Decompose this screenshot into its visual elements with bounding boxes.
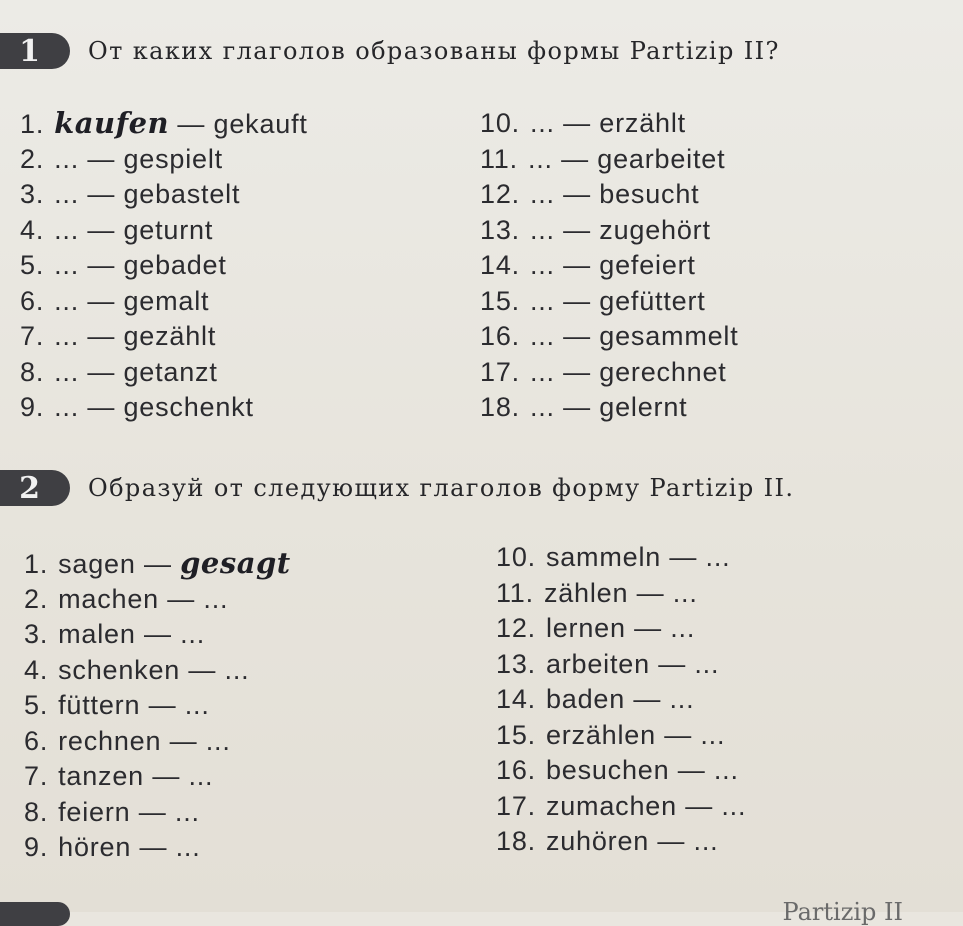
answer-placeholder: ... <box>693 826 719 856</box>
exercise-item <box>20 177 308 213</box>
answer-placeholder: ... <box>529 321 555 351</box>
exercise-item <box>20 284 308 320</box>
item-number: 11. <box>496 577 534 608</box>
exercise-item <box>480 213 739 249</box>
item-number: 16. <box>480 321 520 351</box>
answer-placeholder: ... <box>54 285 80 316</box>
exercise-item <box>496 824 746 860</box>
exercise-item <box>20 142 308 178</box>
footer-fragment-text: Partizip II <box>782 898 903 926</box>
item-number: 12. <box>496 613 536 643</box>
answer-placeholder: ... <box>670 613 696 643</box>
participle-form: gespielt <box>123 143 223 174</box>
dash-separator: — <box>563 356 591 387</box>
answer-placeholder: ... <box>54 214 80 245</box>
infinitive-verb: füttern <box>58 690 141 720</box>
item-number: 2. <box>20 143 45 174</box>
dash-separator: — <box>148 690 177 720</box>
exercise-item <box>24 546 291 582</box>
infinitive-verb: rechnen <box>58 725 162 756</box>
infinitive-verb: malen <box>58 619 136 649</box>
exercise-item <box>24 617 291 653</box>
answer-placeholder: ... <box>694 648 720 679</box>
exercise-item <box>480 106 739 142</box>
infinitive-verb: baden <box>545 684 626 714</box>
handwritten-answer: kaufen <box>54 106 170 140</box>
task-2-number-badge <box>0 470 70 506</box>
dash-separator: — <box>634 613 662 643</box>
dash-separator: — <box>563 285 591 316</box>
participle-form: gefüttert <box>599 285 706 316</box>
item-number: 5. <box>24 690 49 720</box>
exercise-item <box>480 142 739 178</box>
task-1-title: От каких глаголов образованы формы Partizip II? <box>88 37 780 65</box>
dash-separator: — <box>685 790 714 821</box>
answer-placeholder: ... <box>224 654 250 685</box>
item-number: 1. <box>20 109 45 139</box>
answer-placeholder: ... <box>672 577 698 608</box>
dash-separator: — <box>563 108 591 138</box>
infinitive-verb: zählen <box>543 577 629 608</box>
answer-placeholder: ... <box>713 755 739 785</box>
dash-separator: — <box>677 755 706 785</box>
handwritten-answer: gesagt <box>180 546 291 580</box>
item-number: 15. <box>496 719 536 750</box>
infinitive-verb: besuchen <box>545 755 670 785</box>
task-2-right-list <box>496 540 746 860</box>
item-number: 5. <box>20 250 45 280</box>
dash-separator: — <box>633 684 662 714</box>
answer-placeholder: ... <box>527 143 553 174</box>
infinitive-verb: schenken <box>58 654 181 685</box>
exercise-item <box>20 355 308 391</box>
participle-form: erzählt <box>599 108 686 138</box>
exercise-item <box>24 759 291 795</box>
participle-form: besucht <box>599 179 700 209</box>
participle-form: gelernt <box>599 392 688 422</box>
answer-placeholder: ... <box>700 719 726 750</box>
participle-form: gebadet <box>123 250 227 280</box>
exercise-item <box>24 688 291 724</box>
dash-separator: — <box>188 654 217 685</box>
exercise-item <box>480 248 739 284</box>
dash-separator: — <box>563 321 591 351</box>
item-number: 1. <box>24 549 49 579</box>
item-number: 9. <box>24 832 49 862</box>
dash-separator: — <box>657 826 686 856</box>
participle-form: gearbeitet <box>597 143 726 174</box>
answer-placeholder: ... <box>529 285 555 316</box>
participle-form: gebastelt <box>123 179 241 209</box>
infinitive-verb: lernen <box>545 613 626 643</box>
dash-separator: — <box>87 392 116 422</box>
participle-form: gezählt <box>123 321 217 351</box>
dash-separator: — <box>138 796 167 827</box>
next-task-badge-fragment <box>0 902 70 926</box>
task-1-number: 1 <box>19 33 40 69</box>
infinitive-verb: sammeln <box>545 542 662 572</box>
task-1-header <box>0 33 780 69</box>
exercise-item <box>496 718 746 754</box>
item-number: 3. <box>24 619 49 649</box>
dash-separator: — <box>563 179 591 209</box>
item-number: 4. <box>20 214 45 245</box>
item-number: 14. <box>480 250 520 280</box>
dash-separator: — <box>563 214 591 245</box>
answer-placeholder: ... <box>54 356 80 387</box>
task-1-number-badge <box>0 33 70 69</box>
participle-form: gekauft <box>213 109 308 139</box>
item-number: 18. <box>496 826 536 856</box>
item-number: 7. <box>20 321 45 351</box>
answer-placeholder: ... <box>54 321 80 351</box>
participle-form: geturnt <box>123 214 214 245</box>
item-number: 6. <box>20 285 45 316</box>
item-number: 10. <box>496 542 536 572</box>
dash-separator: — <box>561 143 589 174</box>
item-number: 18. <box>480 392 520 422</box>
participle-form: gefeiert <box>599 250 696 280</box>
answer-placeholder: ... <box>705 542 731 572</box>
exercise-item <box>20 390 308 426</box>
item-number: 16. <box>496 755 536 785</box>
exercise-item <box>24 830 291 866</box>
item-number: 13. <box>496 648 536 679</box>
answer-placeholder: ... <box>203 583 229 614</box>
exercise-item <box>24 795 291 831</box>
answer-placeholder: ... <box>175 832 201 862</box>
item-number: 4. <box>24 654 49 685</box>
item-number: 7. <box>24 761 49 791</box>
item-number: 15. <box>480 285 520 316</box>
dash-separator: — <box>87 214 116 245</box>
dash-separator: — <box>658 648 687 679</box>
exercise-item <box>20 319 308 355</box>
answer-placeholder: ... <box>529 392 555 422</box>
item-number: 14. <box>496 684 536 714</box>
dash-separator: — <box>144 549 172 579</box>
item-number: 11. <box>480 143 518 174</box>
dash-separator: — <box>669 542 698 572</box>
dash-separator: — <box>636 577 665 608</box>
task-2-number: 2 <box>19 470 40 506</box>
answer-placeholder: ... <box>174 796 200 827</box>
dash-separator: — <box>87 250 116 280</box>
item-number: 9. <box>20 392 45 422</box>
item-number: 3. <box>20 179 45 209</box>
infinitive-verb: sagen <box>58 549 136 579</box>
answer-placeholder: ... <box>54 179 80 209</box>
participle-form: gerechnet <box>599 356 727 387</box>
item-number: 8. <box>24 796 49 827</box>
dash-separator: — <box>177 109 206 139</box>
exercise-item <box>24 724 291 760</box>
exercise-item <box>496 647 746 683</box>
answer-placeholder: ... <box>529 179 555 209</box>
participle-form: geschenkt <box>123 392 254 422</box>
dash-separator: — <box>563 392 591 422</box>
dash-separator: — <box>169 725 198 756</box>
infinitive-verb: hören <box>58 832 132 862</box>
item-number: 17. <box>480 356 520 387</box>
exercise-item <box>24 582 291 618</box>
task-1-right-list <box>480 106 739 426</box>
answer-placeholder: ... <box>529 356 555 387</box>
item-number: 17. <box>496 790 536 821</box>
exercise-item <box>24 653 291 689</box>
exercise-item <box>480 355 739 391</box>
item-number: 12. <box>480 179 520 209</box>
infinitive-verb: tanzen <box>58 761 144 791</box>
participle-form: gesammelt <box>599 321 739 351</box>
dash-separator: — <box>139 832 168 862</box>
infinitive-verb: machen <box>58 583 159 614</box>
exercise-item <box>496 789 746 825</box>
dash-separator: — <box>152 761 181 791</box>
task-2-header <box>0 470 794 506</box>
infinitive-verb: feiern <box>58 796 131 827</box>
infinitive-verb: arbeiten <box>545 648 650 679</box>
exercise-item <box>496 682 746 718</box>
exercise-item <box>496 611 746 647</box>
infinitive-verb: zumachen <box>545 790 677 821</box>
item-number: 6. <box>24 725 49 756</box>
dash-separator: — <box>664 719 693 750</box>
dash-separator: — <box>563 250 591 280</box>
item-number: 2. <box>24 583 49 614</box>
task-2-left-list <box>24 546 291 866</box>
answer-placeholder: ... <box>188 761 214 791</box>
exercise-item <box>480 177 739 213</box>
answer-placeholder: ... <box>54 250 80 280</box>
participle-form: gemalt <box>123 285 210 316</box>
exercise-item <box>480 319 739 355</box>
answer-placeholder: ... <box>529 108 555 138</box>
dash-separator: — <box>143 619 172 649</box>
exercise-item <box>496 753 746 789</box>
exercise-item <box>20 213 308 249</box>
dash-separator: — <box>87 179 116 209</box>
infinitive-verb: erzählen <box>545 719 656 750</box>
task-2-title: Образуй от следующих глаголов форму Partizip II. <box>88 474 795 502</box>
exercise-item <box>20 106 308 142</box>
answer-placeholder: ... <box>205 725 231 756</box>
item-number: 13. <box>480 214 520 245</box>
exercise-item <box>480 390 739 426</box>
dash-separator: — <box>87 356 116 387</box>
item-number: 10. <box>480 108 520 138</box>
dash-separator: — <box>167 583 196 614</box>
exercise-item <box>496 540 746 576</box>
infinitive-verb: zuhören <box>545 826 650 856</box>
exercise-item <box>20 248 308 284</box>
task-1-left-list <box>20 106 308 426</box>
item-number: 8. <box>20 356 45 387</box>
answer-placeholder: ... <box>529 250 555 280</box>
participle-form: getanzt <box>123 356 218 387</box>
participle-form: zugehört <box>599 214 711 245</box>
dash-separator: — <box>87 321 116 351</box>
answer-placeholder: ... <box>669 684 695 714</box>
answer-placeholder: ... <box>54 143 80 174</box>
dash-separator: — <box>87 285 116 316</box>
answer-placeholder: ... <box>529 214 555 245</box>
answer-placeholder: ... <box>180 619 206 649</box>
answer-placeholder: ... <box>54 392 80 422</box>
answer-placeholder: ... <box>184 690 210 720</box>
answer-placeholder: ... <box>721 790 747 821</box>
exercise-item <box>480 284 739 320</box>
exercise-item <box>496 576 746 612</box>
dash-separator: — <box>87 143 116 174</box>
